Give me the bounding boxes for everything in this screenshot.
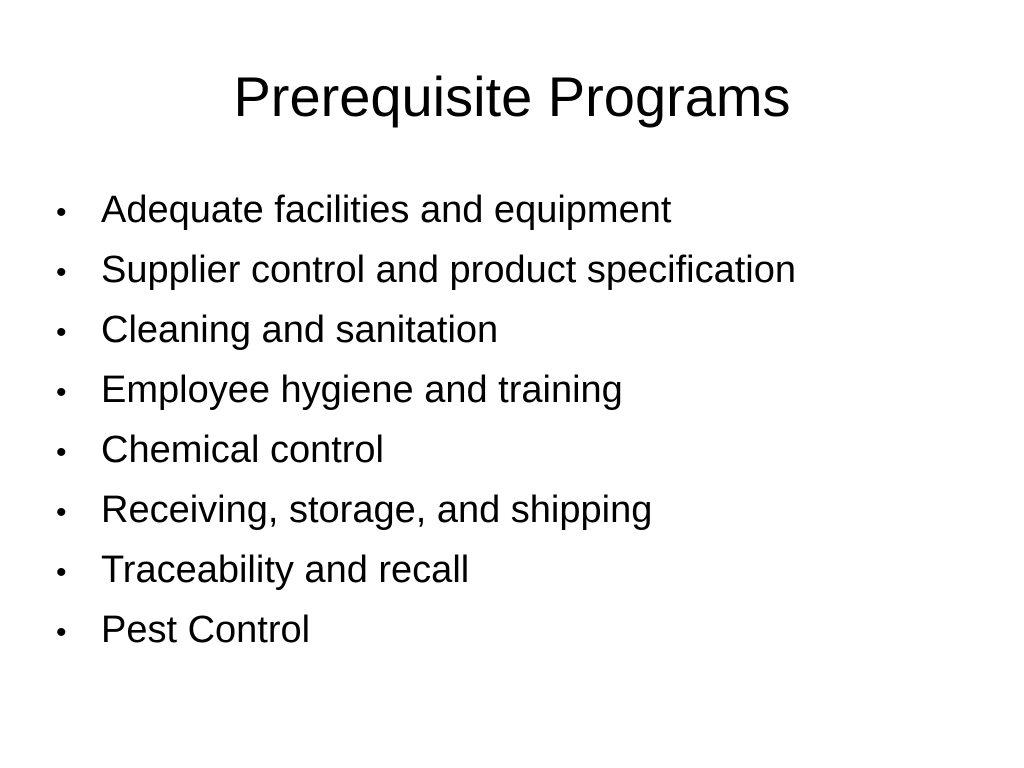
slide-title: Prerequisite Programs bbox=[233, 65, 791, 128]
list-item bbox=[56, 360, 796, 420]
list-item bbox=[56, 420, 796, 480]
list-item bbox=[56, 180, 796, 240]
bullet-icon: • bbox=[56, 436, 67, 469]
list-item bbox=[56, 480, 796, 540]
bullet-icon: • bbox=[56, 256, 67, 289]
bullet-icon: • bbox=[56, 376, 67, 409]
bullet-text: Adequate facilities and equipment bbox=[101, 189, 672, 231]
bullet-text: Pest Control bbox=[101, 609, 311, 651]
bullet-text: Cleaning and sanitation bbox=[101, 309, 499, 351]
bullet-text: Receiving, storage, and shipping bbox=[101, 489, 653, 531]
bullet-text: Employee hygiene and training bbox=[101, 369, 623, 411]
bullet-icon: • bbox=[56, 316, 67, 349]
bullet-icon: • bbox=[56, 616, 67, 649]
bullet-text: Supplier control and product specification bbox=[101, 249, 796, 291]
list-item bbox=[56, 240, 796, 300]
bullet-text: Traceability and recall bbox=[101, 549, 470, 591]
list-item bbox=[56, 300, 796, 360]
bullet-list bbox=[56, 180, 796, 660]
bullet-icon: • bbox=[56, 196, 67, 229]
list-item bbox=[56, 540, 796, 600]
list-item bbox=[56, 600, 796, 660]
bullet-text: Chemical control bbox=[101, 429, 384, 471]
bullet-icon: • bbox=[56, 556, 67, 589]
bullet-icon: • bbox=[56, 496, 67, 529]
